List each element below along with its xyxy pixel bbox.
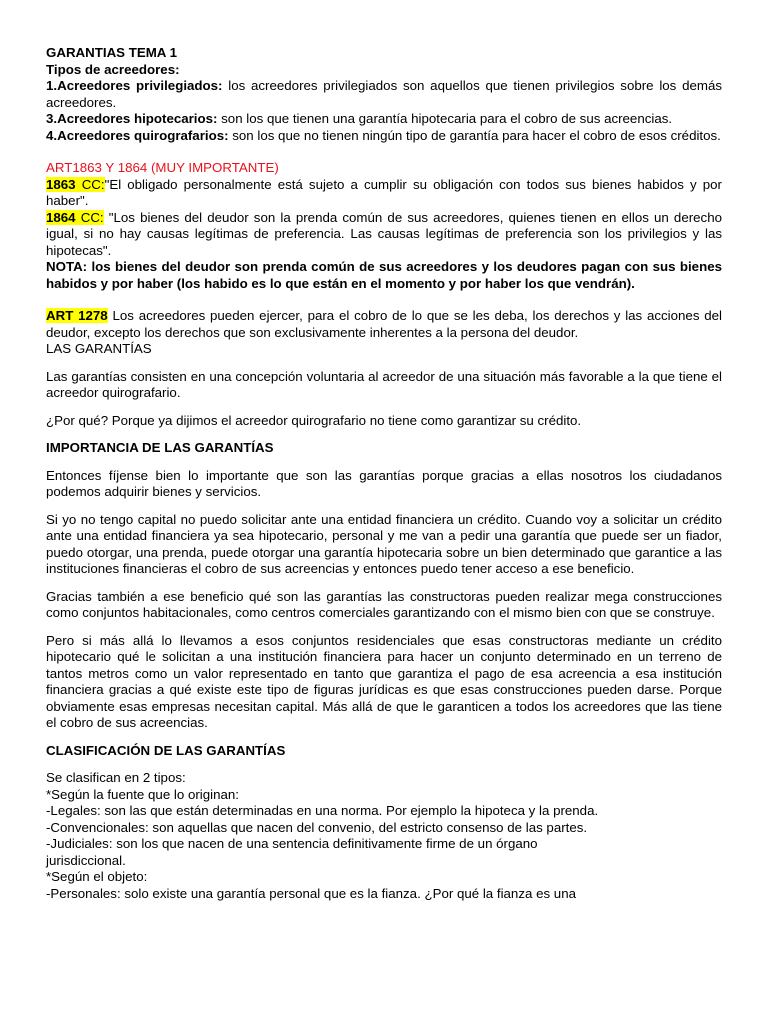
clasificacion-line: -Legales: son las que están determinadas en una norma. Por ejemplo la hipoteca y la prenda. bbox=[46, 803, 599, 818]
nota-paragraph: NOTA: los bienes del deudor son prenda común de sus acreedores y los deudores pagan con sus bienes habidos y por haber (los habido es lo que están en el momento y por haber los que vendrán). bbox=[46, 259, 722, 291]
art-1863-text: "El obligado personalmente está sujeto a cumplir su obligación con todos sus bienes habidos y por haber". bbox=[46, 176, 722, 208]
clasificacion-line: -Personales: solo existe una garantía personal que es la fianza. ¿Por qué la fianza es una bbox=[46, 885, 576, 901]
doc-title: GARANTIAS TEMA 1 bbox=[46, 45, 178, 60]
art-1278-text: Los acreedores pueden ejercer, para el cobro de lo que se les deba, los derechos y las acciones del deudor, excepto los derechos que son exclusivamente inherentes a la persona del deudor. bbox=[46, 308, 723, 340]
clasificacion-line: jurisdiccional. bbox=[46, 852, 126, 868]
las-garantias-heading: LAS GARANTÍAS bbox=[46, 341, 152, 356]
clasificacion-line: -Convencionales: son aquellas que nacen del convenio, del estricto consenso de las partes. bbox=[46, 819, 588, 835]
doc-subtitle: Tipos de acreedores: bbox=[46, 61, 180, 77]
art-1863 bbox=[46, 177, 722, 210]
art-1278-label: ART 1278 bbox=[46, 308, 108, 323]
art-1863-cc: CC: bbox=[75, 176, 105, 192]
paragraph-importancia-1: Entonces fíjense bien lo importante que son las garantías porque gracias a ellas nosotros los ciudadanos podemos adquirir bienes y servicios. bbox=[46, 467, 722, 499]
paragraph-importancia-2: Si yo no tengo capital no puedo solicitar ante una entidad financiera un crédito. Cuando voy a solicitar un crédito ante una entidad financiera ya sea hipotecario, personal y me van a pedir una garantía que puede ser un fiador, puedo otorgar, una prenda, puede otorgar una garantía hipotecaria sobre un bien determinado que garantice a las instituciones financieras el cobro de sus acreencias y entonces puedo tener acceso a ese beneficio. bbox=[46, 511, 722, 576]
clasificacion-line: Se clasifican en 2 tipos: bbox=[46, 770, 186, 785]
creditor-text: los acreedores privilegiados son aquellos que tienen privilegios sobre los demás acreedores. bbox=[46, 78, 723, 110]
creditor-text: son los que tienen una garantía hipotecaria para el cobro de sus acreencias. bbox=[217, 111, 673, 126]
art-heading: ART1863 Y 1864 (MUY IMPORTANTE) bbox=[46, 160, 279, 175]
art-1863-number: 1863 bbox=[46, 176, 76, 192]
creditor-text: son los que no tienen ningún tipo de garantía para hacer el cobro de esos créditos. bbox=[228, 127, 721, 143]
clasificacion-list bbox=[46, 770, 722, 902]
creditor-label: 3.Acreedores hipotecarios: bbox=[46, 111, 218, 126]
paragraph-importancia-3: Gracias también a ese beneficio qué son las garantías las constructoras pueden realizar mega construcciones como conjuntos habitacionales, como centros comerciales garantizando con el mismo bien con que se construye. bbox=[46, 588, 722, 620]
art-1864-number: 1864 bbox=[46, 209, 76, 225]
creditor-label: 4.Acreedores quirografarios: bbox=[46, 127, 229, 143]
creditor-label: 1.Acreedores privilegiados: bbox=[46, 78, 223, 93]
paragraph-porque: ¿Por qué? Porque ya dijimos el acreedor quirografario no tiene como garantizar su crédito. bbox=[46, 412, 582, 428]
clasificacion-line: *Según la fuente que lo originan: bbox=[46, 786, 239, 802]
clasificacion-line: -Judiciales: son los que nacen de una sentencia definitivamente firme de un órgano bbox=[46, 836, 538, 851]
art-1864 bbox=[46, 210, 722, 260]
art-1278 bbox=[46, 308, 722, 341]
art-1864-cc: CC: bbox=[75, 209, 104, 225]
art-1864-text: "Los bienes del deudor son la prenda común de sus acreedores, quienes tienen en ellos un derecho igual, si no hay causas legítimas de preferencia. Las causas legítimas de preferencia son los privilegios y las hipotecas". bbox=[46, 209, 722, 258]
paragraph-importancia-4: Pero si más allá lo llevamos a esos conjuntos residenciales que esas constructoras mediante un crédito hipotecario qué le solicitan a una institución financiera para hacer un conjunto determinado en un terreno de tantos metros como un valor representado en tanto que garantiza el pago de esa acreencia a esa institución financiera gracias a qué existe este tipo de figuras jurídicas es que esas construcciones pueden darse. Porque obviamente esas empresas necesitan capital. Más allá de que le garanticen a todos los acreedores que las tiene el cobro de sus acreencias. bbox=[46, 632, 722, 730]
clasificacion-heading: CLASIFICACIÓN DE LAS GARANTÍAS bbox=[46, 742, 286, 758]
creditor-quirografarios bbox=[46, 128, 722, 145]
creditor-hipotecarios bbox=[46, 111, 722, 128]
importancia-heading: IMPORTANCIA DE LAS GARANTÍAS bbox=[46, 440, 274, 455]
creditor-privilegiados bbox=[46, 78, 722, 111]
clasificacion-line: *Según el objeto: bbox=[46, 869, 148, 884]
paragraph-consisten: Las garantías consisten en una concepción voluntaria al acreedor de una situación más favorable a la que tiene el acreedor quirografario. bbox=[46, 368, 722, 400]
document-body bbox=[46, 45, 722, 902]
